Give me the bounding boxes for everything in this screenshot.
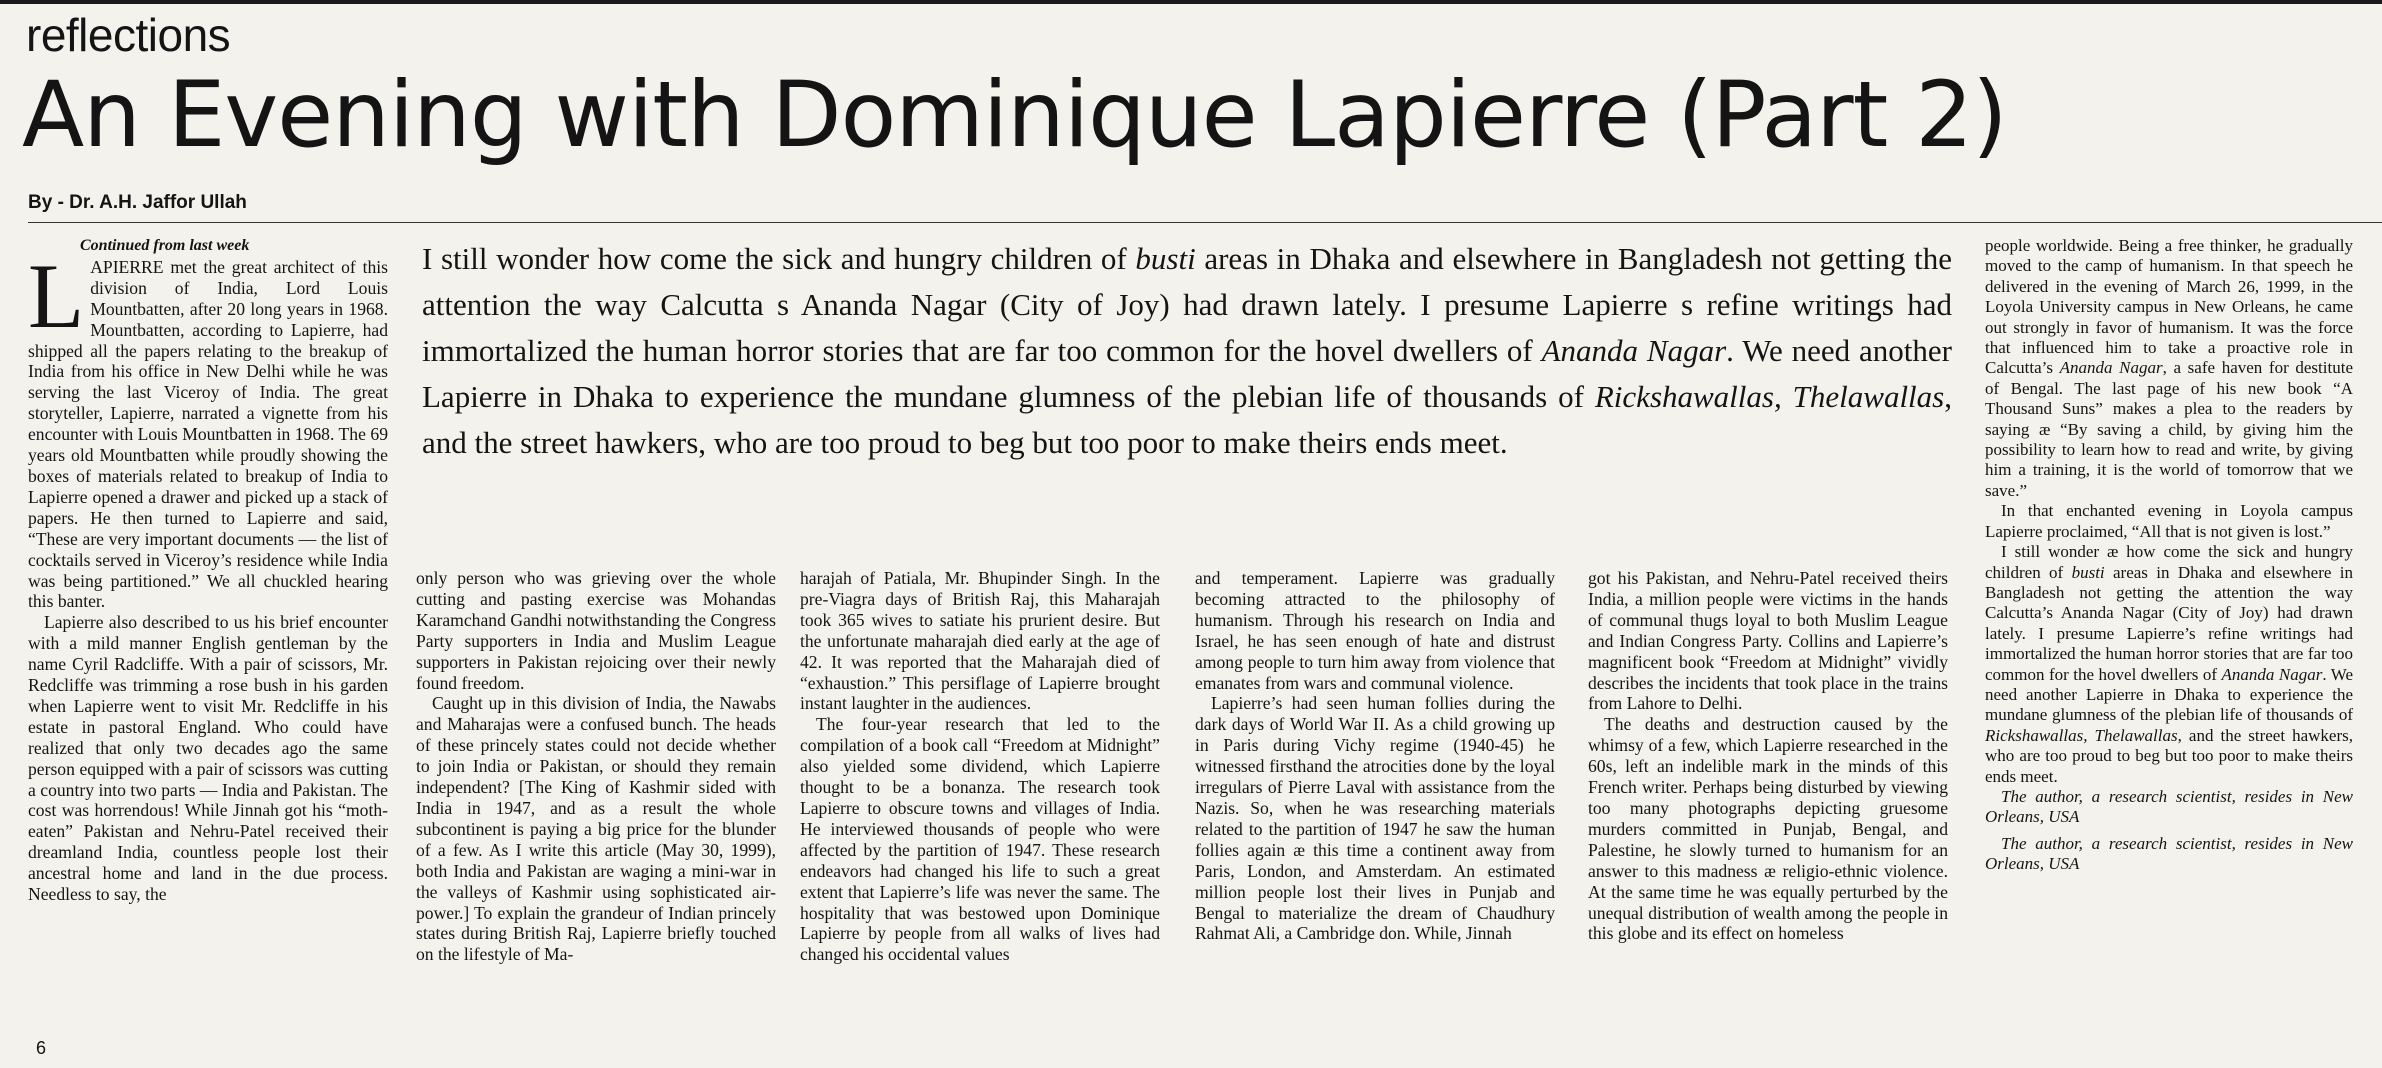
column-2 — [416, 568, 776, 965]
paragraph: got his Pakistan, and Nehru-Patel received theirs India, a million people were victims in the hands of communal thugs loyal to both Muslim League and Indian Congress Party. Collins and Lapierre’s magnificent book “Freedom at Midnight” vividly describes the incidents that took place in the trains from Lahore to Delhi. — [1588, 568, 1948, 714]
paragraph: only person who was grieving over the whole cutting and pasting exercise was Mohandas Karamchand Gandhi notwithstanding the Congress Party supporters in India and Muslim League supporters in Pakistan rejoicing over their newly found freedom. — [416, 568, 776, 693]
paragraph: and temperament. Lapierre was gradually becoming attracted to the philosophy of humanism. Through his research on India and Israel, he has seen enough of hate and distrust among people to turn him away from violence that emanates from wars and communal violence. — [1195, 568, 1555, 693]
column-3 — [800, 568, 1160, 965]
paragraph: I still wonder æ how come the sick and hungry children of busti areas in Dhaka and elsewhere in Bangladesh not getting the attention the way Calcutta’s Ananda Nagar (City of Joy) had drawn lately. I presume Lapierre’s refine writings had immortalized the human horror stories that are far too common for the hovel dwellers of Ananda Nagar. We need another Lapierre in Dhaka to experience the mundane glumness of the plebian life of thousands of Rickshawallas, Thelawallas, and the street hawkers, who are too proud to beg but too poor to make theirs ends meet. — [1985, 542, 2354, 786]
paragraph: In that enchanted evening in Loyola campus Lapierre proclaimed, “All that is not given is lost.” — [1985, 501, 2353, 541]
headline: An Evening with Dominique Lapierre (Part 2) — [22, 63, 2007, 168]
column-1 — [28, 236, 388, 905]
drop-cap: L — [28, 244, 85, 347]
column-4 — [1195, 568, 1555, 944]
paragraph: harajah of Patiala, Mr. Bhupinder Singh. In the pre-Viagra days of British Raj, this Maharajah took 365 wives to satiate his prurient desire. But the unfortunate maharajah died early at the age of 42. It was reported that the Maharajah died of “exhaustion.” This persiflage of Lapierre brought instant laughter in the audiences. — [800, 568, 1160, 714]
author-note: The author, a research scientist, resides in New Orleans, USA — [1985, 786, 2353, 827]
top-rule — [0, 0, 2382, 4]
paragraph: Lapierre also described to us his brief encounter with a mild manner English gentleman by the name Cyril Radcliffe. With a pair of scissors, Mr. Redcliffe was trimming a rose bush in his garden when Lapierre went to visit Mr. Redcliffe in his estate in pastoral England. Who could have realized that only two decades ago the same person equipped with a pair of scissors was cutting a country into two parts — India and Pakistan. The cost was horrendous! While Jinnah got his “moth-eaten” Pakistan and Nehru-Patel received their dreamland India, countless people lost their ancestral home and land in the due process. Needless to say, the — [28, 612, 388, 905]
byline: By - Dr. A.H. Jaffor Ullah — [28, 192, 247, 213]
column-5 — [1588, 568, 1948, 944]
paragraph: Caught up in this division of India, the Nawabs and Maharajas were a confused bunch. The heads of these princely states could not decide whether to join India or Pakistan, or should they remain independent? [The King of Kashmir sided with India in 1947, and as a result the whole subcontinent is paying a big price for the blunder of a few. As I write this article (May 30, 1999), both India and Pakistan are waging a mini-war in the valleys of Kashmir using sophisticated air-power.] To explain the grandeur of Indian princely states during British Raj, Lapierre briefly touched on the lifestyle of Ma- — [416, 693, 776, 965]
paragraph: people worldwide. Being a free thinker, he gradually moved to the camp of humanism. In that speech he delivered in the evening of March 26, 1999, in the Loyola University campus in New Orleans, he came out strongly in favor of humanism. It was the force that influenced him to take a proactive role in Calcutta’s Ananda Nagar, a safe haven for destitute of Bengal. The last page of his new book “A Thousand Suns” makes a plea to the readers by saying æ “By saving a child, by giving him the possibility to learn how to read and write, by giving him a training, it is the world of tomorrow that we save.” — [1985, 236, 2353, 500]
pull-quote — [422, 236, 1952, 466]
paragraph: The four-year research that led to the compilation of a book call “Freedom at Midnight” also yielded some dividend, which Lapierre thought to be a bonanza. The research took Lapierre to obscure towns and villages of India. He interviewed thousands of people who were affected by the partition of 1947. These research endeavors had changed his life to such a great extent that Lapierre’s life was never the same. The hospitality that was bestowed upon Dominique Lapierre by people from all walks of lives had changed his occidental values — [800, 714, 1160, 965]
section-label: reflections — [26, 9, 231, 61]
pull-quote-text: I still wonder how come the sick and hungry children of busti areas in Dhaka and elsewhere in Bangladesh not getting the attention the way Calcutta s Ananda Nagar (City of Joy) had drawn lately. I presume Lapierre s refine writings had immortalized the human horror stories that are far too common for the hovel dwellers of Ananda Nagar. We need another Lapierre in Dhaka to experience the mundane glumness of the plebian life of thousands of Rickshawallas, Thelawallas, and the street hawkers, who are too proud to beg but too poor to make theirs ends meet. — [422, 241, 1952, 460]
author-note: The author, a research scientist, resides in New Orleans, USA — [1985, 833, 2353, 874]
continued-note: Continued from last week — [80, 237, 250, 254]
paragraph: Lapierre’s had seen human follies during the dark days of World War II. As a child growing up in Paris during Vichy regime (1940-45) he witnessed firsthand the atrocities done by the loyal irregulars of Pierre Laval with assistance from the Nazis. So, when he was researching materials related to the partition of 1947 he saw the human follies again æ this time a continent away from Paris, London, and Amsterdam. An estimated million people lost their lives in Punjab and Bengal to materialize the dream of Chaudhury Rahmat Ali, a Cambridge don. While, Jinnah — [1195, 693, 1555, 944]
paragraph-text: APIERRE met the great architect of this division of India, Lord Louis Mountbatten, after 20 long years in 1968. Mountbatten, according to Lapierre, had shipped all the papers relating to the breakup of India from his office in New Delhi while he was serving the last Viceroy of India. The great storyteller, Lapierre, narrated a vignette from his encounter with Louis Mountbatten in 1968. The 69 years old Mountbatten while proudly showing the boxes of materials related to breakup of India to Lapierre opened a drawer and picked up a stack of papers. He then turned to Lapierre and said, “These are very important documents — the list of cocktails served in Viceroy’s residence while India was being partitioned.” We all chuckled hearing this banter. — [28, 256, 388, 612]
paragraph: The deaths and destruction caused by the whimsy of a few, which Lapierre researched in the 60s, left an indelible mark in the minds of this French writer. Perhaps being disturbed by viewing too many photographs depicting gruesome murders committed in Punjab, Bengal, and Palestine, he slowly turned to humanism for an answer to this madness æ religio-ethnic violence. At the same time he was equally perturbed by the unequal distribution of wealth among the people in this globe and its effect on homeless — [1588, 714, 1948, 944]
byline-rule — [28, 222, 2382, 223]
column-6 — [1985, 236, 2353, 875]
page-number: 6 — [36, 1038, 47, 1058]
